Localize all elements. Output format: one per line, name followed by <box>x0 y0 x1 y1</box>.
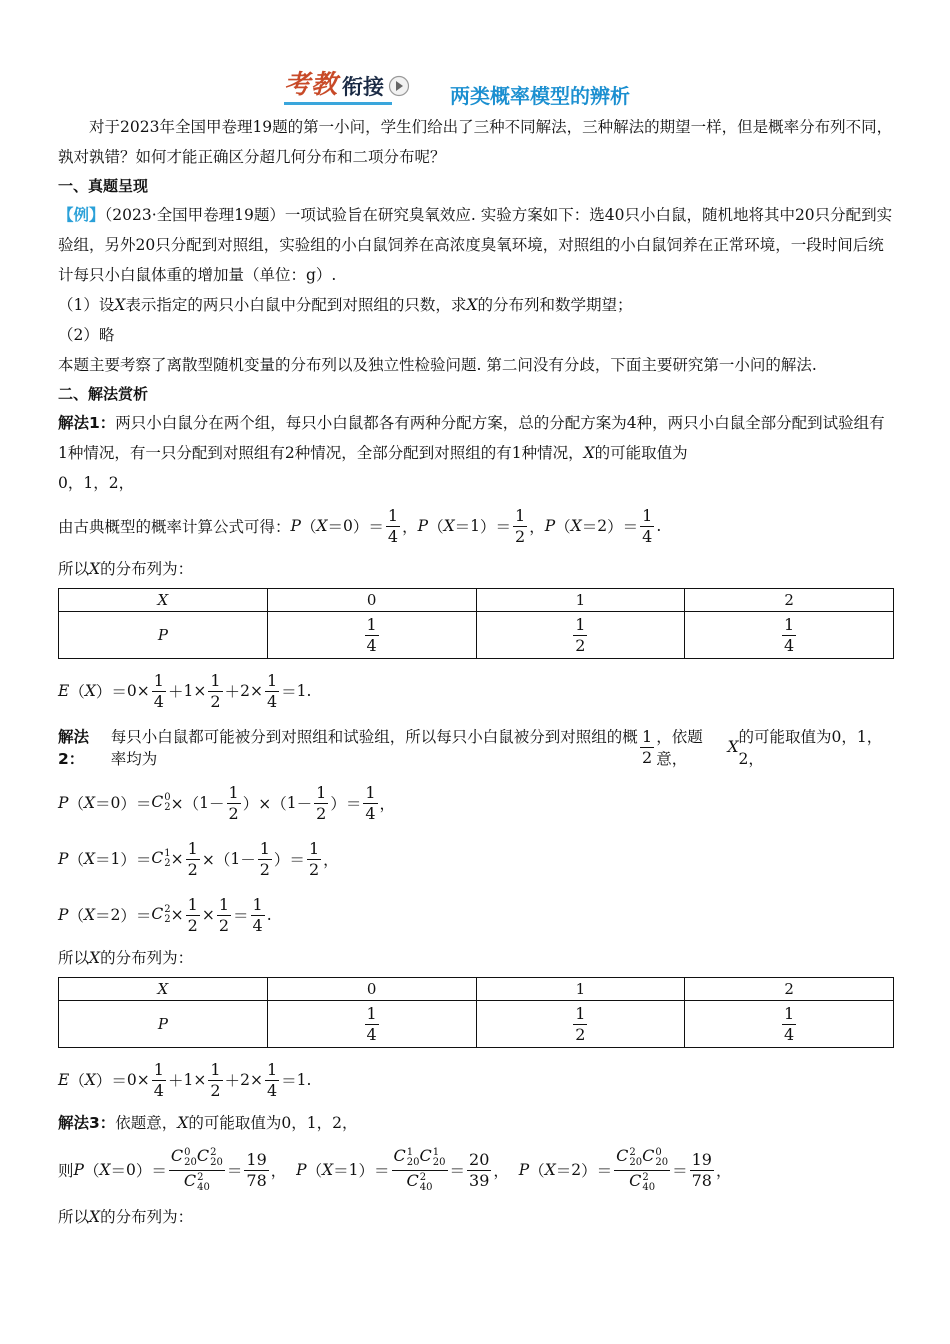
section1-heading: 一、真题呈现 <box>58 177 149 195</box>
method3-probabilities: 则 P （ X ＝ 0 ）＝ C 0 20 C 2 20 C 2 40 ＝ $\frac{19}{78}$ ， P （ X ＝ 1 ）＝ C 1 20 C 1 20 C 2 40 ＝ $\frac{20}{39}$ ， P （ X ＝ 2 ）＝ C 2 20 C 0 20 C 2 40 ＝ $\frac{19}{78}$ ， <box>58 1145 732 1193</box>
method2-expectation: E （ X ）＝ 0 × $\frac{1}{4}$ ＋ 1 × $\frac{1}{2}$ ＋ 2 × $\frac{1}{4}$ ＝ 1 . <box>58 1059 312 1100</box>
example-tag: 【例】 <box>58 206 105 224</box>
method1-paragraph: 解法1：两只小白鼠分在两个组，每只小白鼠都各有两种分配方案，总的分配方案为4种，两只小白鼠全部分配到试验组有1种情况，有一只分配到对照组有2种情况，全部分配到对照组的有1种情况，X的可能取值为 <box>58 414 885 462</box>
table-header-cell: X <box>59 978 268 1001</box>
method3-dist-intro: 所以X的分布列为： <box>58 1208 194 1226</box>
table-cell: $\frac{1}{4}$ <box>685 1001 894 1048</box>
table-cell: $\frac{1}{4}$ <box>267 1001 476 1048</box>
table-header-cell: 1 <box>476 589 685 612</box>
question-1: （1）设X表示指定的两只小白鼠中分配到对照组的只数，求X的分布列和数学期望； <box>58 296 633 314</box>
example-text: （2023·全国甲卷理19题）一项试验旨在研究臭氧效应. 实验方案如下：选40只小白鼠，随机地将其中20只分配到实验组，另外20只分配到对照组，实验组的小白鼠饲养在高浓度臭氧环境，对照组的小白鼠饲养在正常环境，一段时间后统计每只小白鼠体重的增加量（单位：g）. <box>58 206 893 284</box>
method2-prob-0: P （ X ＝ 0 ）＝ C 0 2 ×（ 1 － $\frac{1}{2}$ ）×（ 1 － $\frac{1}{2}$ ）＝ $\frac{1}{4}$ ， <box>58 782 396 823</box>
table-row-label: P <box>59 1001 268 1048</box>
method1-label: 解法1： <box>58 414 116 432</box>
question-2: （2）略 <box>58 326 115 344</box>
logo <box>284 64 410 101</box>
table-cell: $\frac{1}{2}$ <box>476 612 685 659</box>
table-cell: $\frac{1}{4}$ <box>685 612 894 659</box>
table-header-cell: 1 <box>476 978 685 1001</box>
table-cell: $\frac{1}{2}$ <box>476 1001 685 1048</box>
method3-label: 解法3： <box>58 1114 116 1132</box>
section2-heading: 二、解法赏析 <box>58 385 149 403</box>
method3-paragraph: 解法3：依题意，X的可能取值为0，1，2， <box>58 1114 358 1132</box>
page-title: 两类概率模型的辨析 <box>450 84 630 108</box>
table-header-cell: 2 <box>685 589 894 612</box>
arrow-circle-icon <box>388 75 410 97</box>
header <box>58 60 894 112</box>
document-page <box>58 60 894 1232</box>
note-paragraph: 本题主要考察了离散型随机变量的分布列以及独立性检验问题. 第二问没有分歧，下面主要研究第一小问的解法. <box>58 356 817 374</box>
table-header-cell: 0 <box>267 978 476 1001</box>
method2-label: 解法2： <box>58 728 90 768</box>
method2-prob-2: P （ X ＝ 2 ）＝ C 2 2 × $\frac{1}{2}$ × $\frac{1}{2}$ ＝ $\frac{1}{4}$ . <box>58 894 272 935</box>
method2-dist-intro: 所以X的分布列为： <box>58 949 194 967</box>
method2-paragraph: 解法2： 每只小白鼠都可能被分到对照组和试验组，所以每只小白鼠被分到对照组的概率均为 $\frac{1}{2}$ ，依题意， X 的可能取值为0，1，2， <box>58 726 883 768</box>
logo-part1: 考教 <box>284 70 339 100</box>
table-header-cell: X <box>59 589 268 612</box>
method1-dist-intro: 所以X的分布列为： <box>58 560 194 578</box>
method1-values: 0，1，2， <box>58 474 135 492</box>
distribution-table-2 <box>58 977 894 1048</box>
table-cell: $\frac{1}{4}$ <box>267 612 476 659</box>
intro-paragraph: 对于2023年全国甲卷理19题的第一小问，学生们给出了三种不同解法，三种解法的期望一样，但是概率分布列不同，孰对孰错？如何才能正确区分超几何分布和二项分布呢？ <box>58 118 893 166</box>
method2-prob-1: P （ X ＝ 1 ）＝ C 1 2 × $\frac{1}{2}$ ×（ 1 － $\frac{1}{2}$ ）＝ $\frac{1}{2}$ ， <box>58 838 339 879</box>
table-header-cell: 2 <box>685 978 894 1001</box>
distribution-table-1 <box>58 588 894 659</box>
logo-part2: 衔接 <box>342 75 385 99</box>
logo-underline <box>284 102 392 105</box>
table-header-cell: 0 <box>267 589 476 612</box>
example-paragraph <box>58 200 894 290</box>
method1-probabilities: 由古典概型的概率计算公式可得： P （ X ＝ 0 ）＝ $\frac{1}{4}$ ， P （ X ＝ 1 ）＝ $\frac{1}{2}$ ， P （ X ＝ 2 ）＝ $\frac{1}{4}$ . <box>58 505 662 546</box>
table-row-label: P <box>59 612 268 659</box>
method1-expectation: E （ X ）＝ 0 × $\frac{1}{4}$ ＋ 1 × $\frac{1}{2}$ ＋ 2 × $\frac{1}{4}$ ＝ 1 . <box>58 670 312 711</box>
